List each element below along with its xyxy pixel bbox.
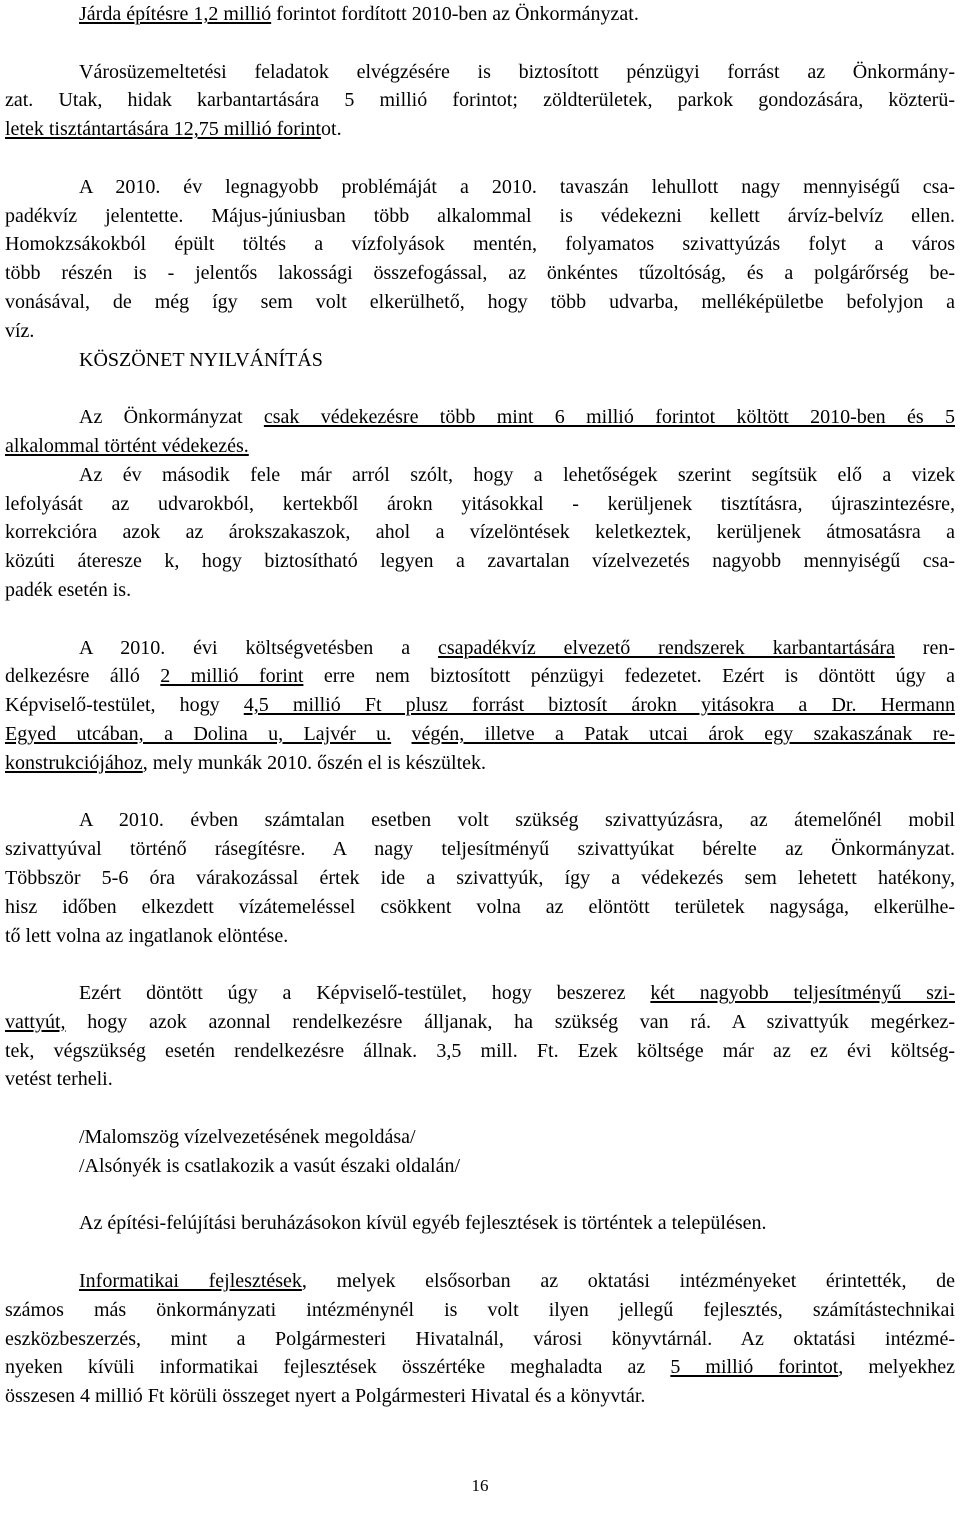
paragraph-pump-purchase	[5, 979, 955, 1094]
text-line	[5, 979, 955, 1008]
text-line: padékvíz jelentette. Május-júniusban több alkalommal is védekezni kellett árvíz-belvíz ellen.	[5, 204, 955, 227]
text-line	[5, 1353, 955, 1382]
text-line: tek, végszükség esetén rendelkezésre állnak. 3,5 mill. Ft. Ezek költsége már az ez évi költség-	[5, 1039, 955, 1062]
paragraph-second-half	[5, 461, 955, 605]
text-line: vetést terheli.	[5, 1068, 113, 1091]
text-line: lefolyását az udvarokból, kertekből árokn yitásokkal - kerüljenek tisztításra, újraszintezésre,	[5, 492, 955, 515]
text-line: korrekcióra azok az árokszakaszok, ahol a vízelöntések keletkeztek, kerüljenek átmosatásra a	[5, 521, 955, 544]
text-line: Többször 5-6 óra várakozással értek ide a szivattyúk, így a védekezés sem lehetett hatékony,	[5, 866, 955, 889]
list-item: /Alsónyék is csatlakozik a vasút északi oldalán/	[79, 1154, 461, 1177]
text-line	[79, 0, 955, 29]
paragraph-flood-problem	[5, 173, 955, 346]
paragraph-defense-cost	[5, 403, 955, 461]
paragraph-pumping	[5, 806, 955, 950]
document-page	[5, 0, 955, 1411]
paragraph-city-operations	[5, 58, 955, 144]
underlined-text: letek tisztántartására 12,75 millió forint	[5, 118, 322, 141]
text-line	[5, 115, 955, 144]
text-line: hisz időben elkezdett vízátemeléssel csökkent volna az elöntött területek nagysága, elkerülhe-	[5, 895, 955, 918]
text-span: nyeken kívüli informatikai fejlesztések összértéke meghaladta az	[5, 1356, 671, 1379]
paragraph-budget	[5, 634, 955, 778]
underlined-text: 2 millió forint	[160, 665, 304, 688]
text-line	[5, 662, 955, 691]
text-line	[5, 749, 955, 778]
underlined-text: Informatikai fejlesztések	[79, 1270, 302, 1293]
text-line: tő lett volna az ingatlanok elöntése.	[5, 924, 289, 947]
text-line	[5, 720, 955, 749]
underlined-text: végén, illetve a Patak utcai árok egy szakaszának re-	[411, 722, 955, 745]
text-span: delkezésre álló	[5, 665, 161, 688]
text-span	[391, 723, 411, 745]
text-span: ot.	[321, 118, 342, 141]
text-line	[5, 691, 955, 720]
text-line: Az év második fele már arról szólt, hogy a lehetőségek szerint segítsük elő a vizek	[79, 463, 955, 486]
text-span: hogy azok azonnal rendelkezésre álljanak, ha szükség van rá. A szivattyúk megérkez-	[65, 1010, 955, 1033]
underlined-text: két nagyobb teljesítményű szi-	[650, 982, 955, 1005]
underlined-text: 5 millió forintot	[670, 1356, 839, 1379]
underlined-text: 4,5 millió Ft plusz forrást biztosít árokn yitásokra a Dr. Hermann	[243, 694, 955, 717]
text-span: ren-	[894, 636, 955, 659]
text-line	[5, 432, 955, 461]
section-heading: KÖSZÖNET NYILVÁNÍTÁS	[79, 348, 323, 371]
underlined-text: csapadékvíz elvezető rendszerek karbantartására	[438, 636, 895, 659]
text-span: , melyek elsősorban az oktatási intézményeket érintették, de	[301, 1270, 955, 1293]
paragraph-sidewalk	[5, 0, 955, 29]
text-line	[5, 403, 955, 432]
text-line: víz.	[5, 319, 35, 342]
text-line	[5, 1267, 955, 1296]
underlined-text: alkalommal történt védekezés.	[5, 434, 249, 457]
text-span: forintot fordított 2010-ben az Önkormányzat.	[271, 3, 639, 25]
text-span: Az Önkormányzat	[79, 406, 264, 429]
text-line: több részén is - jelentős lakossági összefogással, az önkéntes tűzoltóság, és a polgárőrség be-	[5, 262, 955, 285]
text-line: közúti áteresze k, hogy biztosítható legyen a zavartalan vízelvezetés nagyobb mennyiségű csa-	[5, 550, 955, 573]
underlined-text: csak védekezésre több mint 6 millió forintot költött 2010-ben és 5	[263, 406, 956, 429]
text-line	[5, 1008, 955, 1037]
text-line	[5, 634, 955, 663]
underlined-text: Járda építésre 1,2 millió	[79, 3, 272, 25]
text-span: erre nem biztosított pénzügyi fedezetet. Ezért is döntött úgy a	[303, 665, 955, 688]
text-line: zat. Utak, hidak karbantartására 5 millió forintot; zöldterületek, parkok gondozására, közterü-	[5, 89, 955, 112]
underlined-text: konstrukciójához	[5, 751, 143, 774]
text-span: A 2010. évi költségvetésben a	[79, 636, 438, 659]
text-line: számos más önkormányzati intézménynél is volt ilyen jellegű fejlesztés, számítástechnikai	[5, 1298, 955, 1321]
underlined-text: vattyút,	[5, 1010, 66, 1033]
list-item: /Malomszög vízelvezetésének megoldása/	[79, 1126, 416, 1149]
underlined-text: Egyed utcában, a Dolina u, Lajvér u.	[5, 722, 392, 745]
text-span: Képviselő-testület, hogy	[5, 694, 244, 717]
page-number: 16	[471, 1476, 489, 1495]
paragraph-it-developments	[5, 1267, 955, 1411]
text-line: A 2010. évben számtalan esetben volt szükség szivattyúzásra, az átemelőnél mobil	[79, 809, 955, 832]
text-line: vonásával, de még így sem volt elkerülhető, hogy több udvarba, melléképületbe befolyjon a	[5, 290, 955, 313]
text-line: eszközbeszerzés, mint a Polgármesteri Hivatalnál, városi könyvtárnál. Az oktatási intézmé-	[5, 1327, 955, 1350]
text-line: Homokzsákokból épült töltés a vízfolyások mentén, folyamatos szivattyúzás folyt a város	[5, 233, 955, 256]
paragraph-other-developments: Az építési-felújítási beruházásokon kívül egyéb fejlesztések is történtek a településen.	[79, 1212, 767, 1235]
text-span: Ezért döntött úgy a Képviselő-testület, hogy beszerez	[79, 982, 651, 1005]
text-line: padék esetén is.	[5, 578, 132, 601]
text-span: , mely munkák 2010. őszén el is készültek.	[142, 751, 487, 774]
projects-list	[5, 1123, 955, 1181]
text-span: , melyekhez	[838, 1356, 955, 1379]
text-line: Városüzemeltetési feladatok elvégzésére is biztosított pénzügyi forrást az Önkormány-	[79, 60, 955, 83]
text-line: A 2010. év legnagyobb problémáját a 2010. tavaszán lehullott nagy mennyiségű csa-	[79, 175, 955, 198]
text-line: szivattyúval történő rásegítésre. A nagy teljesítményű szivattyúkat bérelte az Önkormányzat.	[5, 838, 955, 861]
text-line: összesen 4 millió Ft körüli összeget nyert a Polgármesteri Hivatal és a könyvtár.	[5, 1385, 646, 1408]
